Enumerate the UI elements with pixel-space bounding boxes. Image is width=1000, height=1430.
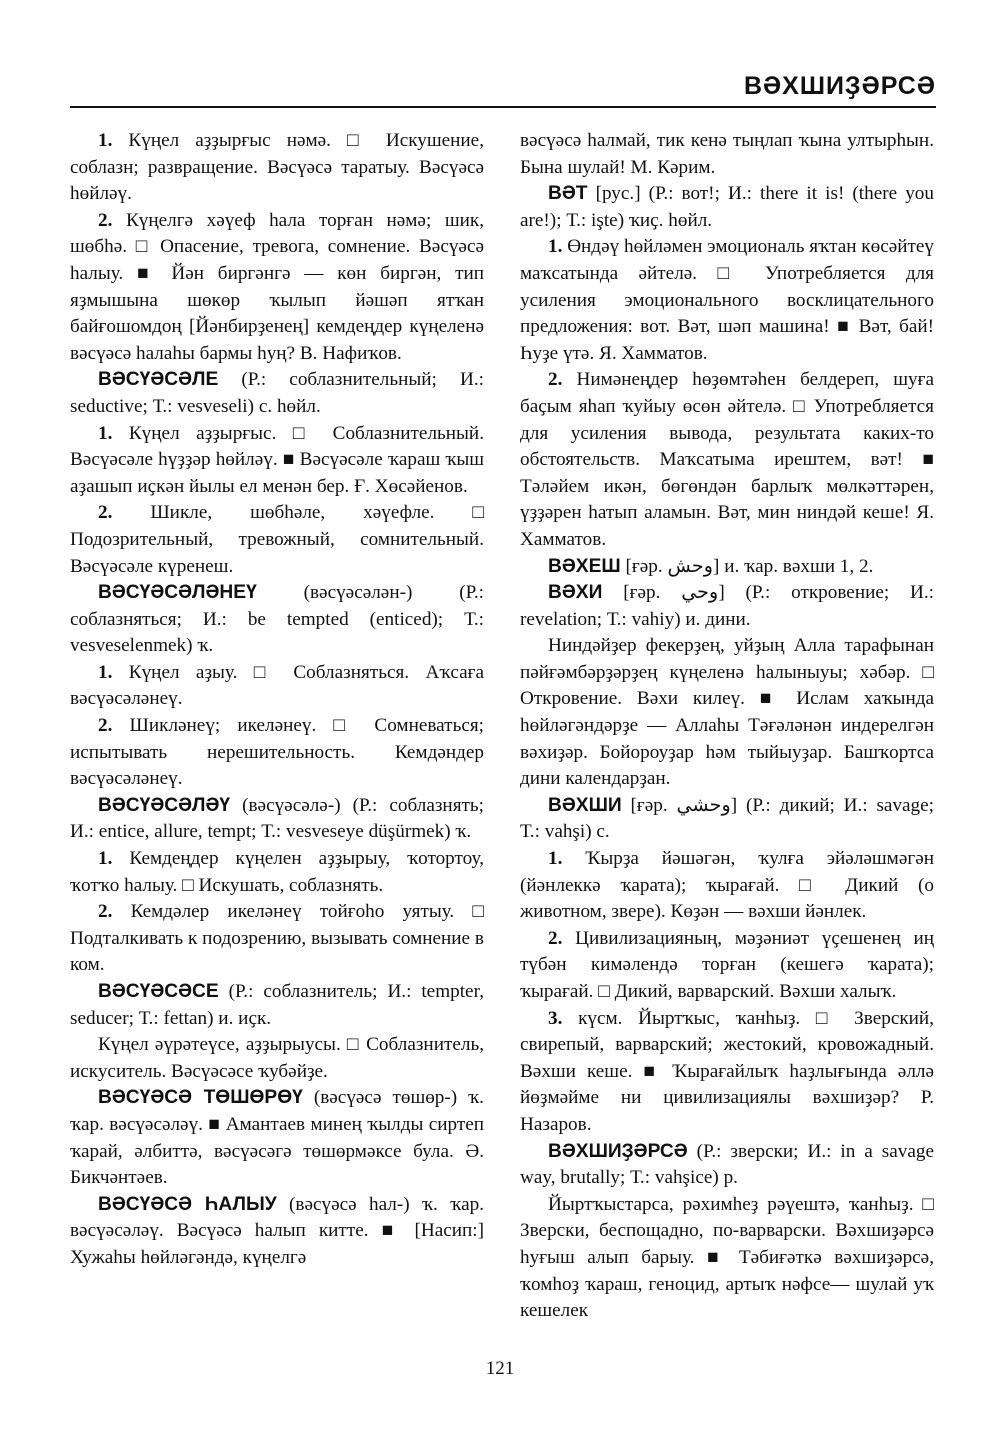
- headword-entry: ВӘХИ [ғәр. وحي] (Р.: откровение; И.: revelation; Т.: vahiy) и. дини.: [520, 582, 934, 630]
- headword: ВӘТ: [548, 183, 588, 205]
- sense-number: 2.: [548, 369, 563, 391]
- entry-paragraph: 1. Кемдеңдер күңелен аҙҙырыу, ҡотортоу, ҡотҡо һалыу. □ Искушать, соблазнять.: [70, 848, 484, 896]
- headword: ВӘСҮӘСӘЛӘНЕҮ: [98, 582, 257, 604]
- entry-paragraph: 1. Күңел аҙҙырғыс. □ Соблазнительный. Вәсүәсәле һүҙҙәр һөйләү. ■ Вәсүәсәле ҡараш ҡыш аҙашып иҫкән йылы ел менән бер. Ғ. Хөсәйенов.: [70, 422, 484, 497]
- right-column: [520, 128, 934, 1325]
- sense-number: 1.: [98, 661, 113, 683]
- entry-paragraph: 2. Нимәнеңдер һөҙөмтәһен белдереп, шуға баҫым яһап ҡуйыу өсөн әйтелә. □ Употребляется для усиления вывода, результата каких-то обстоятельств. Маҡсатыма ирештем, вәт! ■ Тәләйем икән, бөгөндән барлыҡ мөлкәттәрен, үҙҙәрен һатып аламын. Вәт, мин ниндәй кеше! Я. Хамматов.: [520, 369, 934, 550]
- entry-paragraph: 1. Күңел аҙыу. □ Соблазняться. Аҡсаға вәсүәсәләнеү.: [70, 661, 484, 710]
- entry-paragraph: 1. Ҡырҙа йәшәгән, ҡулға эйәләшмәгән (йәнлеккә ҡарата); ҡырағай. □ Дикий (о животном, звере). Көҙән — вәхши йәнлек.: [520, 848, 934, 923]
- headword: ВӘСҮӘСӘЛЕ: [98, 369, 219, 391]
- sense-number: 2.: [98, 715, 113, 737]
- entry-paragraph: 1. Өндәү һөйләмен эмоциональ яҡтан көсәйтеү маҡсатында әйтелә. □ Употребляется для усиления эмоционального восклицательного предложения: вот. Вәт, шәп машина! ■ Вәт, бай! Һуҙе үтә. Я. Хамматов.: [520, 236, 934, 364]
- entry-paragraph: Йыртҡыстарса, рәхимһеҙ рәүештә, ҡанһыҙ. □ Зверски, беспощадно, по-варварски. Вәхшиҙәрсә һуғыш алып барыу. ■ Тәбиғәткә вәхшиҙәрсә, ҡомһоҙ ҡараш, геноцид, артыҡ нәфсе— шулай уҡ кешелек: [520, 1193, 934, 1322]
- sense-number: 3.: [548, 1007, 563, 1029]
- headword: ВӘХИ: [548, 582, 603, 604]
- sense-number: 1.: [98, 130, 113, 151]
- page-number: 121: [485, 1358, 515, 1379]
- headword: ВӘХШИҘӘРСӘ: [548, 1140, 688, 1162]
- headword-entry: ВӘСҮӘСӘ ҺАЛЫУ (вәсүәсә һал-) ҡ. ҡар. вәсүәсәләү. Вәсүәсә һалып китте. ■ [Насип:] Хужаһы һөйләгәндә, күңелгә: [70, 1193, 484, 1268]
- left-column: [70, 128, 484, 1272]
- entry-paragraph: 2. Шикле, шөбһәле, хәүефле. □ Подозрительный, тревожный, сомнительный. Вәсүәсәле күренеш.: [70, 502, 484, 577]
- headword-entry: ВӘСҮӘСӘЛЕ (Р.: соблазнительный; И.: seductive; Т.: vesveseli) с. һөйл.: [70, 369, 484, 417]
- header-title: ВӘХШИҘӘРСӘ: [743, 72, 936, 100]
- headword-entry: ВӘСҮӘСӘЛӘНЕҮ (вәсүәсәлән-) (Р.: соблазняться; И.: be tempted (enticed); Т.: vesveselenmek) ҡ.: [70, 582, 484, 657]
- sense-number: 2.: [98, 502, 113, 524]
- headword-entry: ВӘХШИ [ғәр. وحشي] (Р.: дикий; И.: savage; Т.: vahşi) с.: [520, 794, 934, 843]
- entry-paragraph: 2. Шикләнеү; икеләнеү. □ Сомневаться; испытывать нерешительность. Кемдәндер вәсүәсәләнеү.: [70, 715, 484, 790]
- sense-number: 2.: [98, 209, 113, 231]
- sense-number: 1.: [548, 236, 563, 258]
- headword-entry: ВӘТ [рус.] (Р.: вот!; И.: there it is! (there you are!); Т.: işte) ҡиҫ. һөйл.: [520, 183, 934, 231]
- headword-entry: ВӘХЕШ [ғәр. وحش] и. ҡар. вәхши 1, 2.: [548, 555, 874, 577]
- entry-paragraph: 1. Күңел аҙҙырғыс нәмә. □ Искушение, соблазн; развращение. Вәсүәсә таратыу. Вәсүәсә һөйләү.: [70, 130, 484, 205]
- headword: ВӘХШИ: [548, 794, 622, 816]
- headword: ВӘХЕШ: [548, 555, 621, 577]
- entry-paragraph: Күңел әүрәтеүсе, аҙҙырыусы. □ Соблазнитель, искуситель. Вәсүәсәсе ҡубәйҙе.: [70, 1034, 484, 1082]
- headword: ВӘСҮӘСӘСЕ: [98, 981, 219, 1002]
- sense-number: 1.: [98, 422, 113, 444]
- headword-entry: ВӘСҮӘСӘ ТӨШӨРӨҮ (вәсүәсә төшөр-) ҡ. ҡар. вәсүәсәләү. ■ Амантаев минең ҡылды сиртеп ҡарай, әлбиттә, вәсүәсәгә төшөрмәксе була. Ә. Бикчәнтәев.: [70, 1087, 484, 1189]
- headword-entry: ВӘСҮӘСӘСЕ (Р.: соблазнитель; И.: tempter, seducer; Т.: fettan) и. иҫк.: [70, 981, 484, 1029]
- sense-number: 1.: [98, 848, 113, 870]
- entry-paragraph: Ниндәйҙер фекерҙең, уйҙың Алла тарафынан пәйғәмбәрҙәрҙең күңеленә һалыныуы; хәбәр. □ Откровение. Вәхи килеү. ■ Ислам хаҡында һөйләгәндәрҙе — Аллаһы Тәғәләнән индерелгән вәхиҙәр. Бойороуҙар һәм тыйыуҙар. Башҡортса дини календарҙан.: [520, 635, 934, 790]
- entry-paragraph: 2. Кемдәлер икеләнеү тойғоһо уятыу. □ Подталкивать к подозрению, вызывать сомнение в ком.: [70, 901, 484, 976]
- headword: ВӘСҮӘСӘ ҺАЛЫУ: [98, 1193, 277, 1215]
- headword: ВӘСҮӘСӘ ТӨШӨРӨҮ: [98, 1087, 303, 1109]
- sense-number: 1.: [548, 848, 563, 870]
- entry-paragraph: вәсүәсә һалмай, тик кенә тыңлап ҡына ултырһын. Бына шулай! М. Кәрим.: [520, 130, 934, 178]
- headword: ВӘСҮӘСӘЛӘҮ: [98, 794, 231, 816]
- headword-entry: ВӘСҮӘСӘЛӘҮ (вәсүәсәлә-) (Р.: соблазнять; И.: entice, allure, tempt; Т.: vesveseye düşürmek) ҡ.: [70, 794, 484, 843]
- sense-number: 2.: [548, 927, 563, 949]
- header-rule: [70, 106, 936, 108]
- sense-number: 2.: [98, 901, 113, 923]
- entry-paragraph: 3. күсм. Йыртҡыс, ҡанһыҙ. □ Зверский, свирепый, варварский; жестокий, кровожадный. Вәхши кеше. ■ Ҡырағайлыҡ һаҙлығында әллә йөҙмәйме ни цивилизациялы вәхшиҙәр? Р. Назаров.: [520, 1007, 934, 1135]
- headword-entry: ВӘХШИҘӘРСӘ (Р.: зверски; И.: in a savage way, brutally; Т.: vahşice) р.: [520, 1140, 934, 1189]
- entry-paragraph: 2. Күңелгә хәүеф һала торған нәмә; шик, шөбһә. □ Опасение, тревога, сомнение. Вәсүәсә һалыу. ■ Йән биргәнгә — көн биргән, тип яҙмышына шөкөр ҡылып йәшәп ятҡан байғошомдоң [Йәнбирҙенең] кемдеңдер күңеленә вәсүәсә һалаһы бармы һуң? В. Нафиҡов.: [70, 209, 484, 364]
- entry-paragraph: 2. Цивилизацияның, мәҙәниәт үҫешенең иң түбән кимәлендә торған (кешегә ҡарата); ҡырағай. □ Дикий, варварский. Вәхши халыҡ.: [520, 927, 934, 1002]
